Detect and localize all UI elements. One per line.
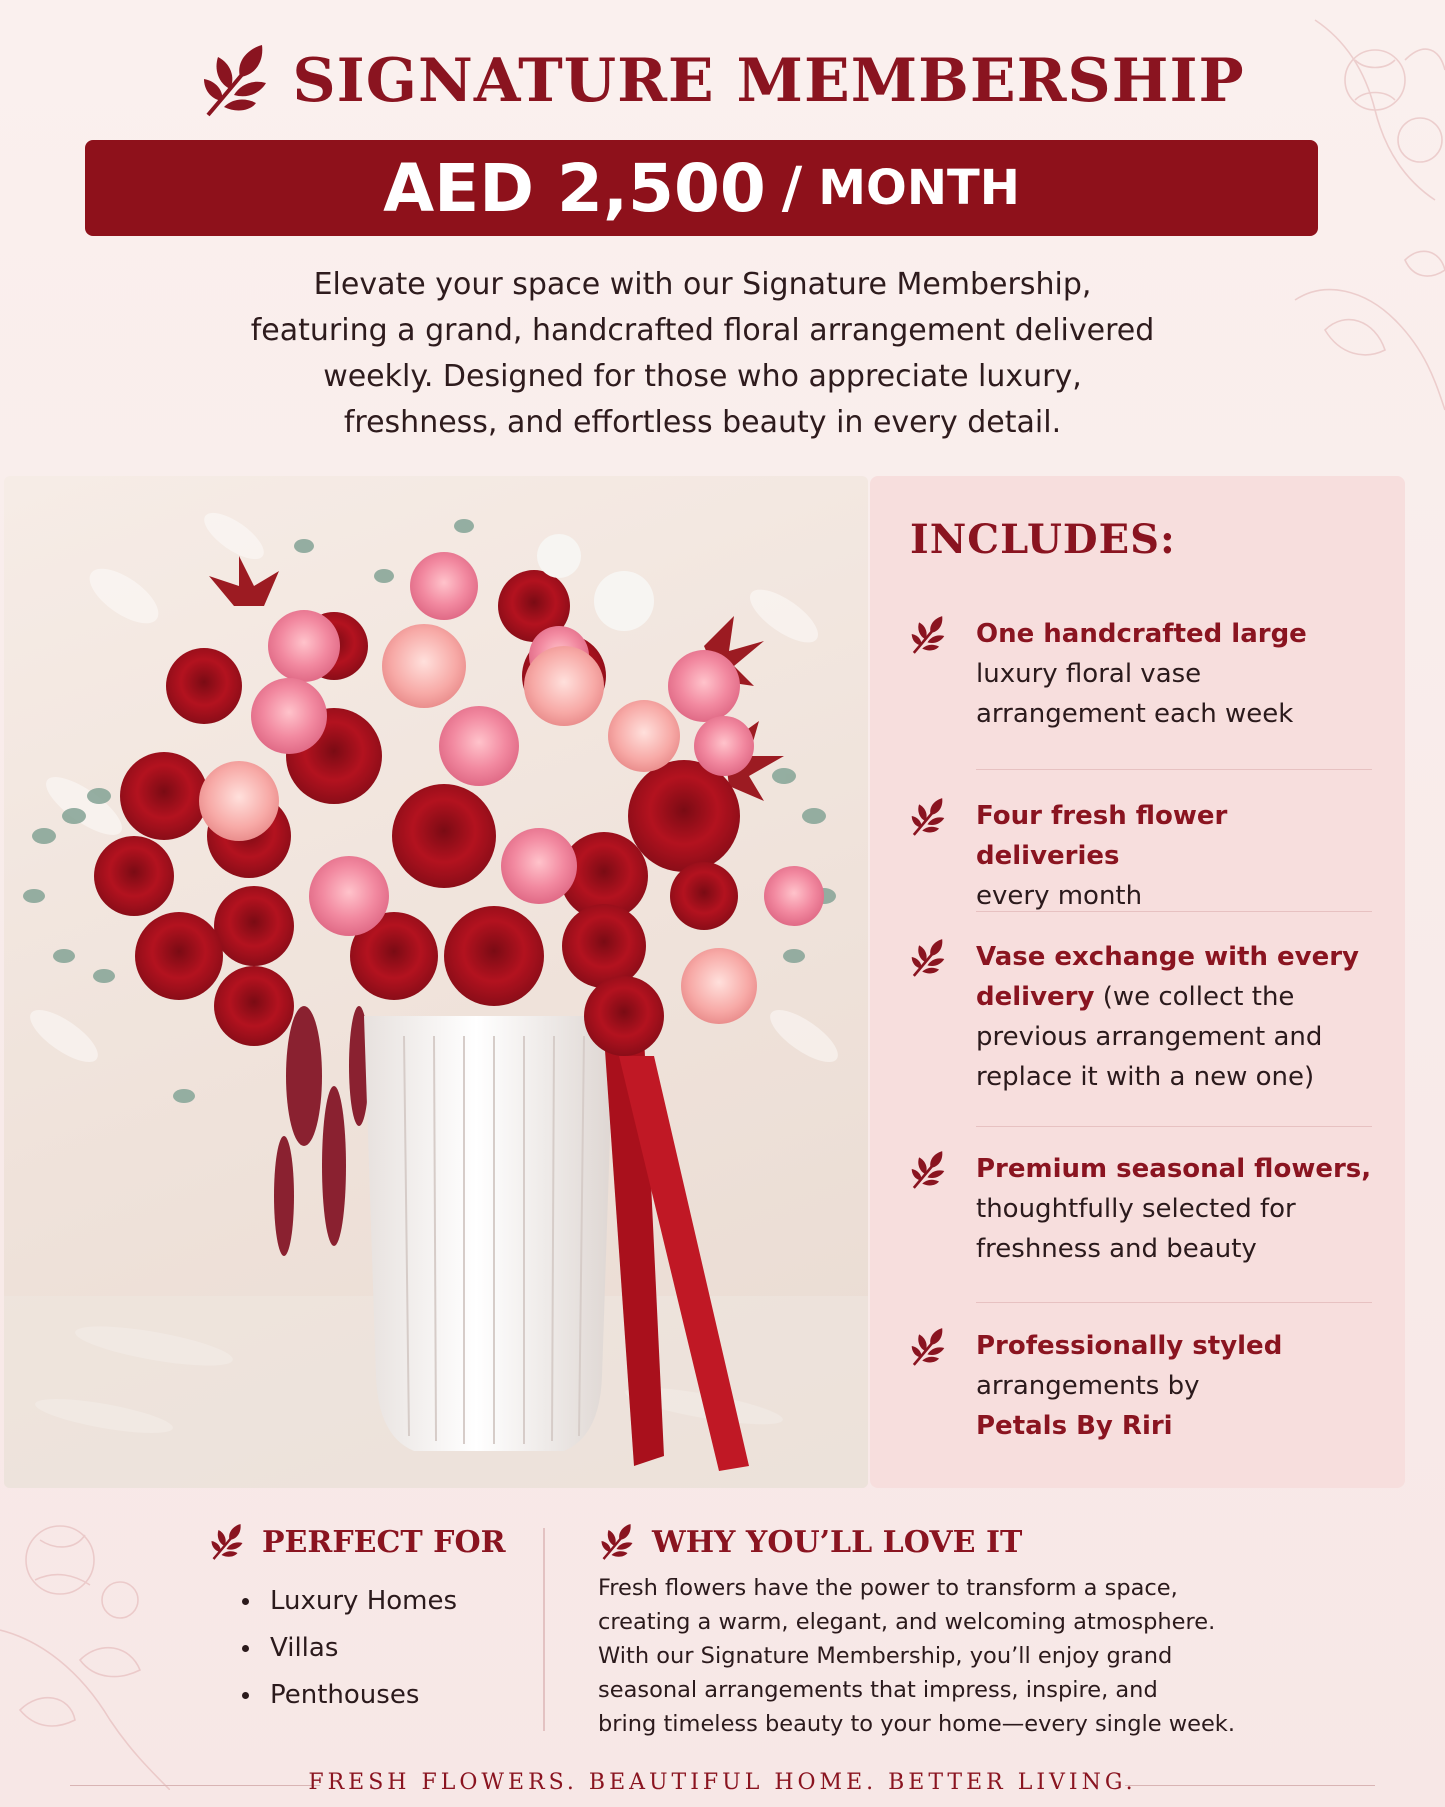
leaf-icon <box>908 1149 948 1191</box>
includes-item-text: thoughtfully selected for freshness and beauty <box>976 1194 1296 1264</box>
intro-line: freshness, and effortless beauty in every detail. <box>343 405 1062 440</box>
leaf-icon <box>908 1326 948 1368</box>
why-heading <box>598 1522 1022 1562</box>
intro-paragraph <box>180 262 1225 446</box>
leaf-icon <box>908 796 948 838</box>
divider <box>976 769 1372 770</box>
floral-lineart-decoration <box>0 1490 170 1790</box>
divider <box>976 911 1372 912</box>
includes-item-text: (we collect the previous arrangement and replace it with a new one) <box>976 982 1323 1092</box>
price-unit: MONTH <box>818 160 1020 216</box>
includes-item-highlight: One handcrafted large <box>976 619 1307 649</box>
title-row <box>0 38 1445 124</box>
list-item: Luxury Homes <box>238 1578 457 1625</box>
why-line: seasonal arrangements that impress, inspire, and <box>598 1677 1158 1703</box>
intro-line: Elevate your space with our Signature Membership, <box>313 267 1092 302</box>
leaf-icon <box>598 1522 636 1562</box>
includes-item-highlight: Vase exchange with every delivery <box>976 942 1359 1012</box>
includes-item-highlight: Professionally styled <box>976 1331 1283 1361</box>
leaf-icon <box>908 614 948 656</box>
why-line: bring timeless beauty to your home—every single week. <box>598 1711 1235 1737</box>
intro-line: featuring a grand, handcrafted floral arrangement delivered <box>250 313 1155 348</box>
divider <box>976 1126 1372 1127</box>
why-line: Fresh flowers have the power to transform a space, <box>598 1575 1178 1601</box>
perfect-for-list <box>238 1578 457 1719</box>
includes-item-text: luxury floral vase arrangement each week <box>976 659 1294 729</box>
leaf-icon <box>908 937 948 979</box>
vertical-divider <box>543 1528 545 1731</box>
price-amount: AED 2,500 <box>383 149 766 227</box>
includes-item-text: every month <box>976 881 1143 911</box>
leaf-icon <box>208 1522 246 1562</box>
list-item: Villas <box>238 1625 457 1672</box>
includes-title: INCLUDES: <box>910 516 1176 563</box>
footer-tagline: FRESH FLOWERS. BEAUTIFUL HOME. BETTER LIVING. <box>308 1770 1137 1795</box>
includes-panel <box>870 476 1405 1488</box>
includes-item-text: arrangements by <box>976 1371 1200 1401</box>
why-line: With our Signature Membership, you’ll enjoy grand <box>598 1643 1173 1669</box>
why-title: WHY YOU’LL LOVE IT <box>652 1524 1023 1560</box>
price-banner <box>85 140 1318 236</box>
page-title: SIGNATURE MEMBERSHIP <box>292 46 1245 116</box>
includes-item-highlight: Four fresh flower deliveries <box>976 801 1228 871</box>
intro-line: weekly. Designed for those who appreciate luxury, <box>323 359 1082 394</box>
list-item: Penthouses <box>238 1672 457 1719</box>
floral-arrangement-photo <box>4 476 868 1488</box>
perfect-for-heading <box>208 1522 506 1562</box>
brand-name: Petals By Riri <box>976 1411 1173 1441</box>
price-separator: / <box>781 155 803 221</box>
divider <box>976 1302 1372 1303</box>
includes-item-highlight: Premium seasonal flowers, <box>976 1154 1372 1184</box>
why-line: creating a warm, elegant, and welcoming atmosphere. <box>598 1609 1216 1635</box>
leaf-icon <box>200 41 270 121</box>
why-paragraph <box>598 1571 1238 1741</box>
perfect-for-title: PERFECT FOR <box>262 1524 506 1560</box>
